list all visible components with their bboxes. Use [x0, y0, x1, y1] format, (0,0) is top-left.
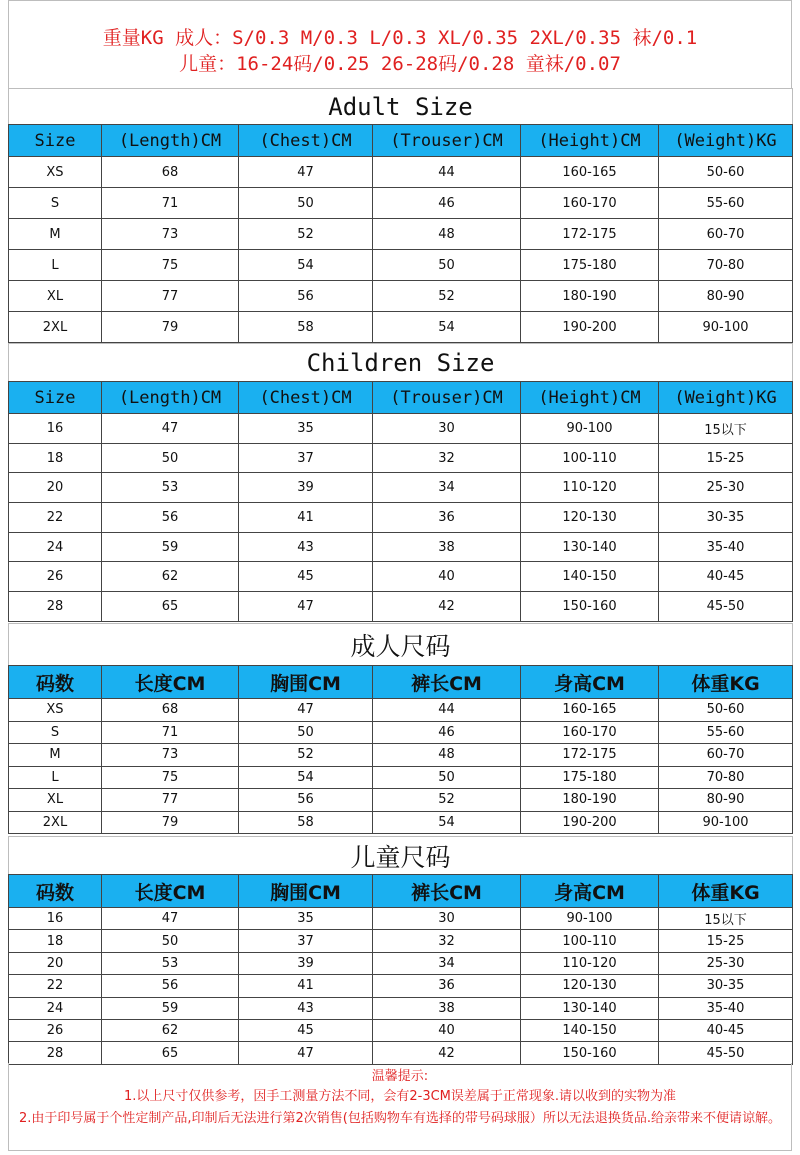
table-cell: 15以下	[659, 908, 793, 930]
table-cell: 90-100	[659, 312, 793, 343]
table-cell: 39	[239, 952, 373, 974]
header-row	[9, 875, 793, 908]
table-cell: 16	[9, 414, 102, 444]
table-cell: 79	[102, 811, 239, 834]
table-cell: 34	[373, 952, 521, 974]
column-header: (Trouser)CM	[373, 382, 521, 414]
adult-size-table-en	[8, 88, 793, 343]
table-cell: 150-160	[521, 1042, 659, 1064]
column-header: 身高CM	[521, 875, 659, 908]
table-row	[9, 503, 793, 533]
table-cell: 75	[102, 766, 239, 789]
header-row	[9, 382, 793, 414]
table-cell: 30	[373, 908, 521, 930]
table-title: Adult Size	[9, 89, 793, 125]
column-header: (Chest)CM	[239, 125, 373, 157]
table-cell: 59	[102, 997, 239, 1019]
table-cell: 71	[102, 721, 239, 744]
table-cell: 190-200	[521, 811, 659, 834]
column-header: (Length)CM	[102, 125, 239, 157]
table-cell: 70-80	[659, 250, 793, 281]
table-cell: 50	[373, 250, 521, 281]
table-cell: 45	[239, 1019, 373, 1041]
table-cell: 90-100	[659, 811, 793, 834]
table-cell: L	[9, 766, 102, 789]
table-cell: 75	[102, 250, 239, 281]
table-cell: 73	[102, 219, 239, 250]
column-header: (Height)CM	[521, 125, 659, 157]
table-cell: 160-170	[521, 721, 659, 744]
table-cell: 180-190	[521, 281, 659, 312]
table-cell: S	[9, 721, 102, 744]
notes-heading: 温馨提示:	[371, 1069, 429, 1084]
table-cell: 41	[239, 975, 373, 997]
table-cell: 45-50	[659, 1042, 793, 1064]
table-cell: 65	[102, 592, 239, 622]
table-cell: 80-90	[659, 789, 793, 812]
table-cell: 36	[373, 503, 521, 533]
table-cell: 77	[102, 789, 239, 812]
table-cell: S	[9, 188, 102, 219]
table-cell: 42	[373, 1042, 521, 1064]
table-title: 儿童尺码	[9, 837, 793, 875]
table-cell: 55-60	[659, 188, 793, 219]
column-header: (Trouser)CM	[373, 125, 521, 157]
table-row	[9, 699, 793, 722]
table-cell: M	[9, 219, 102, 250]
table-cell: 40	[373, 562, 521, 592]
table-title: 成人尺码	[9, 624, 793, 666]
table-cell: 56	[239, 789, 373, 812]
table-cell: 62	[102, 562, 239, 592]
table-row	[9, 997, 793, 1019]
table-row	[9, 250, 793, 281]
column-header: (Chest)CM	[239, 382, 373, 414]
table-cell: 47	[239, 1042, 373, 1064]
table-cell: XS	[9, 699, 102, 722]
column-header: 胸围CM	[239, 666, 373, 699]
table-cell: 43	[239, 997, 373, 1019]
table-cell: 30	[373, 414, 521, 444]
table-cell: 62	[102, 1019, 239, 1041]
children-size-table-cn	[8, 836, 793, 1065]
table-cell: 32	[373, 930, 521, 952]
table-cell: 36	[373, 975, 521, 997]
table-cell: 70-80	[659, 766, 793, 789]
table-cell: 47	[102, 908, 239, 930]
table-cell: 59	[102, 532, 239, 562]
table-cell: 54	[239, 250, 373, 281]
column-header: (Height)CM	[521, 382, 659, 414]
table-cell: 35	[239, 908, 373, 930]
table-cell: 37	[239, 443, 373, 473]
column-header: 身高CM	[521, 666, 659, 699]
table-cell: 44	[373, 157, 521, 188]
table-cell: 22	[9, 975, 102, 997]
table-cell: 46	[373, 188, 521, 219]
table-cell: 24	[9, 997, 102, 1019]
table-cell: 20	[9, 473, 102, 503]
table-title: Children Size	[9, 344, 793, 382]
table-cell: 35-40	[659, 997, 793, 1019]
table-cell: 180-190	[521, 789, 659, 812]
note-no-returns: 2.由于印号属于个性定制产品,印制后无法进行第2次销售(包括购物车有选择的带号码球服）所以无法退换货品.给亲带来不便请谅解。	[18, 1111, 781, 1126]
table-cell: 53	[102, 952, 239, 974]
column-header: 胸围CM	[239, 875, 373, 908]
table-cell: 150-160	[521, 592, 659, 622]
table-row	[9, 188, 793, 219]
column-header: 码数	[9, 875, 102, 908]
column-header: Size	[9, 382, 102, 414]
table-cell: 58	[239, 811, 373, 834]
table-cell: 47	[102, 414, 239, 444]
table-cell: 52	[373, 789, 521, 812]
table-row	[9, 721, 793, 744]
table-cell: 48	[373, 219, 521, 250]
table-cell: XL	[9, 789, 102, 812]
column-header: (Length)CM	[102, 382, 239, 414]
table-cell: 16	[9, 908, 102, 930]
table-cell: 65	[102, 1042, 239, 1064]
table-cell: 37	[239, 930, 373, 952]
table-cell: 54	[373, 312, 521, 343]
table-cell: 68	[102, 157, 239, 188]
table-row	[9, 789, 793, 812]
table-cell: 71	[102, 188, 239, 219]
table-cell: 2XL	[9, 811, 102, 834]
table-cell: 175-180	[521, 766, 659, 789]
table-cell: 28	[9, 1042, 102, 1064]
table-row	[9, 157, 793, 188]
table-row	[9, 1019, 793, 1041]
table-cell: 140-150	[521, 562, 659, 592]
header-row	[9, 666, 793, 699]
table-row	[9, 592, 793, 622]
table-cell: 56	[102, 975, 239, 997]
table-cell: 18	[9, 443, 102, 473]
table-cell: 50-60	[659, 699, 793, 722]
table-cell: 34	[373, 473, 521, 503]
table-cell: 48	[373, 744, 521, 767]
table-cell: 50	[373, 766, 521, 789]
table-cell: 18	[9, 930, 102, 952]
table-cell: 50	[102, 443, 239, 473]
table-cell: 25-30	[659, 952, 793, 974]
header-row	[9, 125, 793, 157]
table-cell: 110-120	[521, 952, 659, 974]
table-cell: 35	[239, 414, 373, 444]
column-header: 码数	[9, 666, 102, 699]
table-cell: 28	[9, 592, 102, 622]
table-cell: 26	[9, 1019, 102, 1041]
table-cell: 54	[373, 811, 521, 834]
table-cell: 56	[239, 281, 373, 312]
table-cell: 22	[9, 503, 102, 533]
table-row	[9, 952, 793, 974]
table-cell: 80-90	[659, 281, 793, 312]
table-cell: 50	[102, 930, 239, 952]
children-size-table-en	[8, 343, 793, 622]
table-row	[9, 1042, 793, 1064]
table-cell: 160-165	[521, 157, 659, 188]
table-row	[9, 811, 793, 834]
table-cell: 77	[102, 281, 239, 312]
table-cell: 175-180	[521, 250, 659, 281]
table-row	[9, 744, 793, 767]
column-header: 长度CM	[102, 875, 239, 908]
table-cell: 190-200	[521, 312, 659, 343]
table-cell: XS	[9, 157, 102, 188]
table-cell: 39	[239, 473, 373, 503]
table-cell: 90-100	[521, 908, 659, 930]
table-cell: 55-60	[659, 721, 793, 744]
table-cell: 26	[9, 562, 102, 592]
table-cell: 58	[239, 312, 373, 343]
table-cell: 20	[9, 952, 102, 974]
adult-size-table-cn	[8, 623, 793, 834]
table-cell: 52	[373, 281, 521, 312]
table-cell: 60-70	[659, 219, 793, 250]
table-cell: 60-70	[659, 744, 793, 767]
table-cell: 15以下	[659, 414, 793, 444]
table-cell: 15-25	[659, 443, 793, 473]
table-cell: 24	[9, 532, 102, 562]
table-cell: 40-45	[659, 562, 793, 592]
note-measurement: 1.以上尺寸仅供参考，因手工测量方法不同，会有2-3CM误差属于正常现象.请以收到的实物为准	[123, 1089, 677, 1104]
table-cell: 30-35	[659, 503, 793, 533]
table-cell: 45	[239, 562, 373, 592]
shipping-weights-note	[8, 0, 792, 88]
size-notes	[8, 1063, 792, 1151]
table-cell: 73	[102, 744, 239, 767]
table-cell: M	[9, 744, 102, 767]
table-cell: 38	[373, 532, 521, 562]
table-cell: 100-110	[521, 443, 659, 473]
table-cell: 25-30	[659, 473, 793, 503]
table-cell: 30-35	[659, 975, 793, 997]
table-cell: 130-140	[521, 532, 659, 562]
column-header: 体重KG	[659, 875, 793, 908]
table-cell: 50	[239, 188, 373, 219]
table-cell: 47	[239, 699, 373, 722]
table-cell: 42	[373, 592, 521, 622]
table-row	[9, 766, 793, 789]
adult-weights-line: 重量KG 成人：S/0.3 M/0.3 L/0.3 XL/0.35 2XL/0.35 袜/0.1	[102, 27, 698, 49]
table-cell: 50	[239, 721, 373, 744]
table-cell: 68	[102, 699, 239, 722]
table-cell: 172-175	[521, 219, 659, 250]
table-cell: 15-25	[659, 930, 793, 952]
column-header: 裤长CM	[373, 666, 521, 699]
column-header: 裤长CM	[373, 875, 521, 908]
table-cell: 32	[373, 443, 521, 473]
table-row	[9, 219, 793, 250]
table-row	[9, 414, 793, 444]
table-cell: 172-175	[521, 744, 659, 767]
table-cell: 35-40	[659, 532, 793, 562]
table-cell: 47	[239, 157, 373, 188]
table-row	[9, 312, 793, 343]
table-cell: 100-110	[521, 930, 659, 952]
column-header: 长度CM	[102, 666, 239, 699]
table-cell: L	[9, 250, 102, 281]
table-cell: 46	[373, 721, 521, 744]
table-cell: 90-100	[521, 414, 659, 444]
table-cell: 43	[239, 532, 373, 562]
column-header: 体重KG	[659, 666, 793, 699]
table-cell: 79	[102, 312, 239, 343]
table-cell: 160-165	[521, 699, 659, 722]
children-weights-line: 儿童：16-24码/0.25 26-28码/0.28 童袜/0.07	[179, 53, 621, 75]
table-cell: 120-130	[521, 503, 659, 533]
table-row	[9, 975, 793, 997]
column-header: (Weight)KG	[659, 125, 793, 157]
table-cell: 54	[239, 766, 373, 789]
table-cell: 56	[102, 503, 239, 533]
table-cell: 52	[239, 744, 373, 767]
table-cell: 40-45	[659, 1019, 793, 1041]
table-row	[9, 473, 793, 503]
table-cell: 38	[373, 997, 521, 1019]
table-cell: 50-60	[659, 157, 793, 188]
table-cell: 45-50	[659, 592, 793, 622]
table-row	[9, 562, 793, 592]
table-cell: 47	[239, 592, 373, 622]
column-header: (Weight)KG	[659, 382, 793, 414]
table-cell: 44	[373, 699, 521, 722]
table-row	[9, 908, 793, 930]
table-cell: 140-150	[521, 1019, 659, 1041]
table-cell: 52	[239, 219, 373, 250]
table-cell: 110-120	[521, 473, 659, 503]
table-cell: 41	[239, 503, 373, 533]
table-cell: 40	[373, 1019, 521, 1041]
table-row	[9, 532, 793, 562]
column-header: Size	[9, 125, 102, 157]
table-row	[9, 443, 793, 473]
table-cell: 120-130	[521, 975, 659, 997]
table-cell: 53	[102, 473, 239, 503]
table-cell: XL	[9, 281, 102, 312]
table-cell: 130-140	[521, 997, 659, 1019]
table-row	[9, 281, 793, 312]
table-cell: 160-170	[521, 188, 659, 219]
table-cell: 2XL	[9, 312, 102, 343]
table-row	[9, 930, 793, 952]
